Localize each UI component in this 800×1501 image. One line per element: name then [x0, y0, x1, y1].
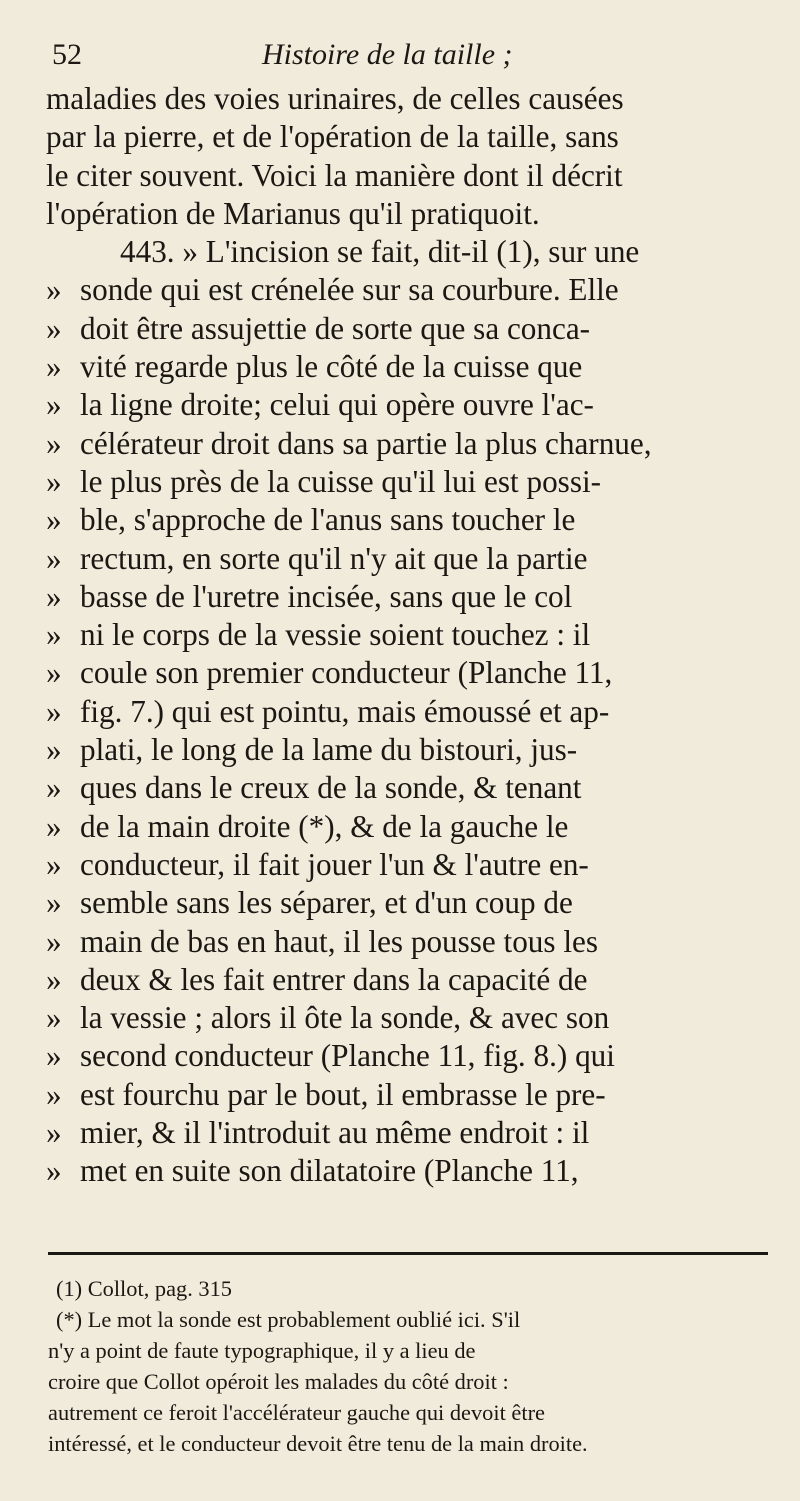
- quote-text: la ligne droite; celui qui opère ouvre l'ac-: [80, 387, 594, 423]
- quote-mark: »: [46, 617, 62, 653]
- footnote-line: (*) Le mot la sonde est probablement oublié ici. S'il: [56, 1307, 521, 1332]
- quote-mark: »: [46, 463, 62, 499]
- quote-mark: »: [46, 387, 62, 423]
- quote-mark: »: [46, 770, 62, 806]
- quote-mark: »: [46, 1000, 62, 1036]
- page-header: [52, 34, 752, 80]
- quote-mark: »: [46, 923, 62, 959]
- quote-text: met en suite son dilatatoire (Planche 11,: [80, 1153, 579, 1189]
- quote-mark: »: [46, 502, 62, 538]
- quote-text: fig. 7.) qui est pointu, mais émoussé et ap-: [80, 693, 610, 729]
- quote-line: [46, 961, 766, 999]
- quote-line: [46, 808, 766, 846]
- quote-mark: »: [46, 1038, 62, 1074]
- quote-mark: »: [46, 349, 62, 385]
- quote-line: [46, 233, 766, 271]
- quote-text: 443. » L'incision se fait, dit-il (1), sur une: [120, 234, 640, 270]
- quote-mark: »: [46, 1153, 62, 1189]
- quote-line: [46, 1114, 766, 1152]
- quote-text: basse de l'uretre incisée, sans que le col: [80, 578, 573, 614]
- quote-line: [46, 616, 766, 654]
- quote-line: [46, 1037, 766, 1075]
- body-line: maladies des voies urinaires, de celles causées: [46, 81, 624, 116]
- quote-line: [46, 1152, 766, 1190]
- quote-text: vité regarde plus le côté de la cuisse que: [80, 349, 583, 385]
- quote-line: [46, 348, 766, 386]
- quote-text: semble sans les séparer, et d'un coup de: [80, 885, 573, 921]
- quote-mark: »: [46, 846, 62, 882]
- quote-mark: »: [46, 885, 62, 921]
- footnote-line: intéressé, et le conducteur devoit être tenu de la main droite.: [48, 1431, 588, 1456]
- quote-text: second conducteur (Planche 11, fig. 8.) qui: [80, 1038, 615, 1074]
- quote-mark: »: [46, 1076, 62, 1112]
- footnote-line: (1) Collot, pag. 315: [56, 1276, 232, 1301]
- quote-mark: »: [46, 578, 62, 614]
- quote-line: [46, 654, 766, 692]
- body-text: [46, 80, 766, 1191]
- quote-line: [46, 693, 766, 731]
- quote-line: [46, 271, 766, 309]
- footnote-line: croire que Collot opéroit les malades du côté droit :: [48, 1369, 509, 1394]
- quote-block: [46, 271, 766, 1190]
- body-line: par la pierre, et de l'opération de la taille, sans: [46, 119, 619, 155]
- quote-mark: »: [46, 655, 62, 691]
- quote-text: la vessie ; alors il ôte la sonde, & avec son: [80, 1000, 610, 1036]
- quote-mark: »: [46, 808, 62, 844]
- quote-text: sonde qui est crénelée sur sa courbure. Elle: [80, 272, 619, 308]
- running-title: Histoire de la taille ;: [262, 38, 513, 71]
- quote-text: ble, s'approche de l'anus sans toucher le: [80, 502, 576, 538]
- quote-line: [46, 846, 766, 884]
- quote-mark: »: [46, 693, 62, 729]
- quote-text: de la main droite (*), & de la gauche le: [80, 808, 569, 844]
- quote-line: [46, 578, 766, 616]
- quote-text: main de bas en haut, il les pousse tous les: [80, 923, 598, 959]
- quote-mark: »: [46, 425, 62, 461]
- quote-text: mier, & il l'introduit au même endroit : il: [80, 1115, 590, 1151]
- quote-text: ni le corps de la vessie soient touchez : il: [80, 617, 591, 653]
- body-line: le citer souvent. Voici la manière dont il décrit: [46, 157, 623, 193]
- quote-text: deux & les fait entrer dans la capacité de: [80, 961, 588, 997]
- footnote-line: n'y a point de faute typographique, il y a lieu de: [48, 1338, 476, 1363]
- footnotes: [48, 1273, 768, 1459]
- quote-mark: »: [46, 310, 62, 346]
- quote-line: [46, 540, 766, 578]
- quote-mark: »: [46, 961, 62, 997]
- quote-text: coule son premier conducteur (Planche 11,: [80, 655, 613, 691]
- quote-text: est fourchu par le bout, il embrasse le pre-: [80, 1076, 606, 1112]
- quote-text: célérateur droit dans sa partie la plus charnue,: [80, 425, 652, 461]
- quote-line: [46, 923, 766, 961]
- quote-line: [46, 731, 766, 769]
- quote-line: [46, 999, 766, 1037]
- quote-line: [46, 769, 766, 807]
- body-line: l'opération de Marianus qu'il pratiquoit.: [46, 195, 540, 231]
- quote-text: rectum, en sorte qu'il n'y ait que la partie: [80, 540, 588, 576]
- quote-text: le plus près de la cuisse qu'il lui est possi-: [80, 463, 602, 499]
- quote-line: [46, 1076, 766, 1114]
- footnote-rule: [48, 1252, 768, 1255]
- quote-text: conducteur, il fait jouer l'un & l'autre en-: [80, 846, 589, 882]
- quote-mark: »: [46, 540, 62, 576]
- quote-line: [46, 463, 766, 501]
- quote-line: [46, 425, 766, 463]
- page-number: 52: [52, 38, 82, 71]
- quote-line: [46, 310, 766, 348]
- quote-line: [46, 501, 766, 539]
- quote-text: doit être assujettie de sorte que sa conca-: [80, 310, 591, 346]
- quote-mark: »: [46, 272, 62, 308]
- quote-line: [46, 884, 766, 922]
- quote-text: plati, le long de la lame du bistouri, jus-: [80, 732, 578, 768]
- quote-mark: »: [46, 732, 62, 768]
- footnote-line: autrement ce feroit l'accélérateur gauche qui devoit être: [48, 1400, 545, 1425]
- quote-text: ques dans le creux de la sonde, & tenant: [80, 770, 582, 806]
- quote-mark: »: [46, 1115, 62, 1151]
- quote-line: [46, 386, 766, 424]
